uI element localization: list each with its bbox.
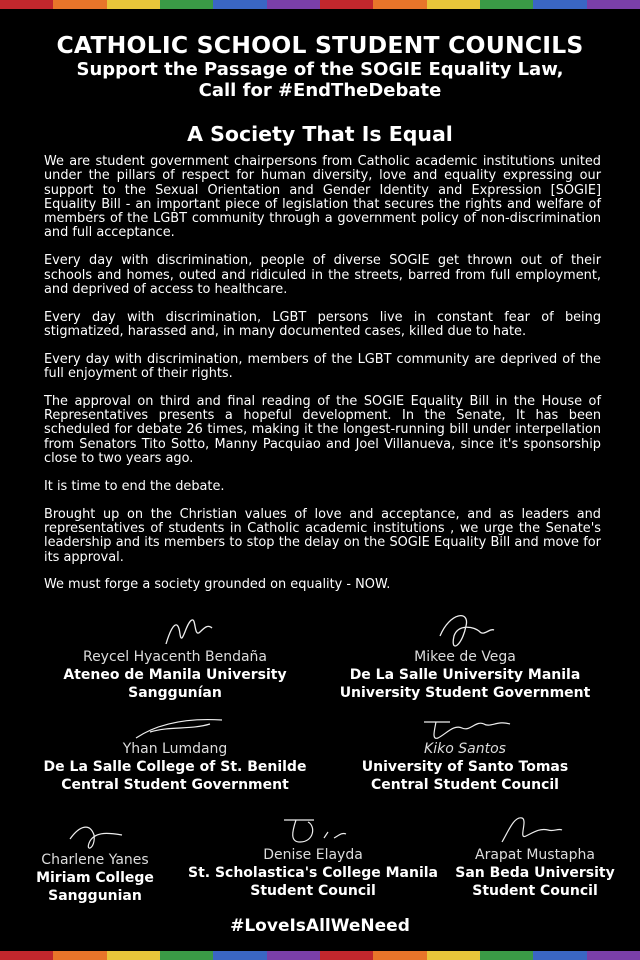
- stripe-segment: [427, 0, 480, 9]
- signatory-org: Miriam College: [36, 870, 154, 886]
- signatory-org: De La Salle University Manila: [349, 667, 581, 683]
- signatory-block: [440, 846, 630, 900]
- stripe-segment: [53, 0, 106, 9]
- signatory-block: [20, 851, 170, 905]
- stripe-segment: [320, 951, 373, 960]
- paragraph: We must forge a society grounded on equality - NOW.: [44, 577, 391, 593]
- stripe-segment: [320, 0, 373, 9]
- stripe-segment: [480, 0, 533, 9]
- stripe-segment: [0, 0, 53, 9]
- stripe-segment: [587, 951, 640, 960]
- signatory-name: Kiko Santos: [424, 741, 506, 757]
- paragraph: The approval on third and final reading of the SOGIE Equality Bill in the House of Representatives presents a hopeful development. In the Senate, It has been scheduled for debate 26 times, making it the longest-running bill under interpellation from Senators Tito Sotto, Manny Pacquiao and Joel Villanueva, since it's sponsorship close to two years ago.: [44, 393, 601, 467]
- stripe-segment: [160, 0, 213, 9]
- paragraph: Brought up on the Christian values of love and acceptance, and as leaders and representatives of students in Catholic academic institutions , we urge the Senate's leadership and its members to stop the delay on the SOGIE Equality Bill and move for its approval.: [44, 506, 601, 565]
- main-title: CATHOLIC SCHOOL STUDENT COUNCILS: [56, 31, 584, 59]
- paragraph: We are student government chairpersons from Catholic academic institutions united under the pillars of respect for human diversity, love and equality expressing our support to the Sexual Orientation and Gender Identity and Expression [SOGIE] Equality Bill - an important piece of legislation that secures the rights and welfare of members of the LGBT community through a government policy of non-discrimination and full acceptance.: [44, 154, 601, 241]
- stripe-segment: [107, 951, 160, 960]
- signature-icon: [420, 714, 520, 746]
- stripe-segment: [587, 0, 640, 9]
- hashtag: #LoveIsAllWeNeed: [230, 916, 410, 936]
- signatory-council: Student Council: [472, 883, 598, 899]
- signatory-name: Reycel Hyacenth Bendaña: [82, 649, 268, 665]
- signatory-name: Mikee de Vega: [414, 649, 516, 665]
- signatory-council: Central Student Council: [371, 777, 559, 793]
- signatory-council: Central Student Government: [61, 777, 289, 793]
- signatory-block: [178, 846, 448, 900]
- signatory-org: San Beda University: [455, 865, 615, 881]
- section-title: A Society That Is Equal: [187, 122, 453, 146]
- signature-icon: [430, 606, 500, 658]
- signatory-org: Ateneo de Manila University: [63, 667, 287, 683]
- signatory-name: Arapat Mustapha: [475, 847, 595, 863]
- signatory-name: Denise Elayda: [263, 847, 363, 863]
- paragraph: It is time to end the debate.: [44, 478, 225, 494]
- signatory-org: De La Salle College of St. Benilde: [43, 759, 307, 775]
- subtitle-line-2: Call for #EndTheDebate: [198, 80, 442, 101]
- stripe-segment: [533, 0, 586, 9]
- signatory-block: [40, 648, 310, 702]
- signatory-org: University of Santo Tomas: [361, 759, 569, 775]
- stripe-segment: [427, 951, 480, 960]
- signature-icon: [274, 812, 354, 852]
- stripe-segment: [53, 951, 106, 960]
- signature-icon: [158, 614, 218, 656]
- signatory-council: Sanggunian: [48, 888, 142, 904]
- stripe-segment: [267, 951, 320, 960]
- signatory-block: [330, 648, 600, 702]
- rainbow-stripe-top: [0, 0, 640, 9]
- paragraph: Every day with discrimination, people of diverse SOGIE get thrown out of their schools and homes, outed and ridiculed in the streets, barred from full employment, and deprived of access to healthcare.: [44, 253, 601, 297]
- stripe-segment: [160, 951, 213, 960]
- stripe-segment: [480, 951, 533, 960]
- statement-body: [44, 155, 601, 606]
- stripe-segment: [213, 951, 266, 960]
- rainbow-stripe-bottom: [0, 951, 640, 960]
- signatory-name: Charlene Yanes: [41, 852, 149, 868]
- paragraph: Every day with discrimination, members of the LGBT community are deprived of the full enjoyment of their rights.: [44, 351, 601, 382]
- signatory-council: University Student Government: [339, 685, 591, 701]
- stripe-segment: [373, 951, 426, 960]
- stripe-segment: [267, 0, 320, 9]
- signatory-council: Sanggunían: [128, 685, 222, 701]
- signature-icon: [496, 812, 566, 848]
- stripe-segment: [533, 951, 586, 960]
- signatory-org: St. Scholastica's College Manila: [187, 865, 438, 881]
- stripe-segment: [107, 0, 160, 9]
- header: [0, 32, 640, 101]
- stripe-segment: [213, 0, 266, 9]
- signatory-name: Yhan Lumdang: [122, 741, 228, 757]
- signatory-block: [40, 740, 310, 794]
- signature-icon: [130, 712, 230, 746]
- subtitle-line-1: Support the Passage of the SOGIE Equality Law,: [76, 59, 564, 80]
- signatory-block: [330, 740, 600, 794]
- stripe-segment: [373, 0, 426, 9]
- stripe-segment: [0, 951, 53, 960]
- signature-icon: [60, 819, 130, 859]
- paragraph: Every day with discrimination, LGBT persons live in constant fear of being stigmatized, harassed and, in many documented cases, killed due to hate.: [44, 309, 601, 339]
- signatory-council: Student Council: [250, 883, 376, 899]
